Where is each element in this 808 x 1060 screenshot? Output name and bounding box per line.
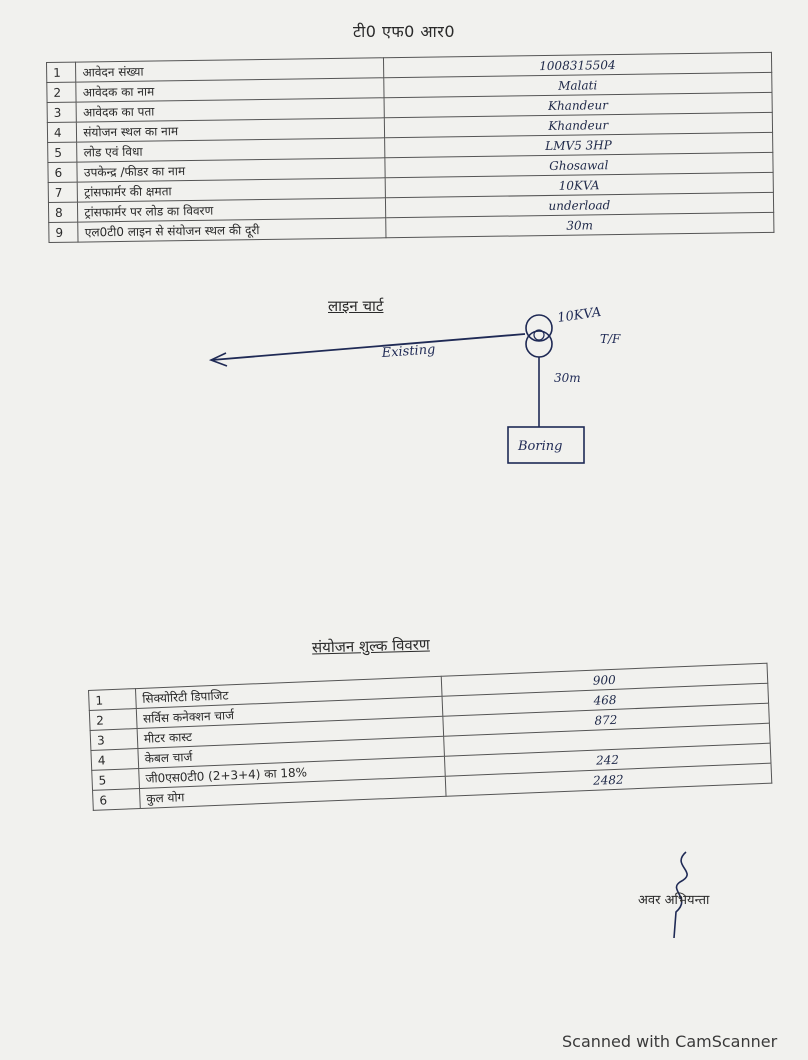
row-value: underload <box>385 192 774 217</box>
row-number: 3 <box>90 729 138 751</box>
document-title: टी0 एफ0 आर0 <box>353 22 455 41</box>
row-value: 1008315504 <box>383 52 772 77</box>
transformer-capacity-label: 10KVA <box>556 304 603 326</box>
transformer-icon <box>526 315 552 341</box>
transformer-sub-label: T/F <box>600 332 621 346</box>
row-value: Ghosawal <box>384 152 773 177</box>
row-label: सर्विस कनेक्शन चार्ज <box>136 696 442 728</box>
row-label: मीटर कास्ट <box>137 716 443 748</box>
row-label: जी0एस0टी0 (2+3+4) का 18% <box>139 756 445 788</box>
row-label: संयोजन स्थल का नाम <box>77 118 384 142</box>
row-number: 6 <box>93 789 141 811</box>
scanner-watermark: Scanned with CamScanner <box>562 1032 778 1051</box>
row-number: 9 <box>49 222 79 242</box>
row-value: Malati <box>383 72 772 97</box>
transformer-coil-icon <box>526 331 552 357</box>
row-label: एल0टी0 लाइन से संयोजन स्थल की दूरी <box>78 218 385 242</box>
row-value: 2482 <box>445 763 772 796</box>
row-value: 10KVA <box>385 172 774 197</box>
row-label: केबल चार्ज <box>138 736 444 768</box>
existing-label: Existing <box>381 342 436 361</box>
row-number: 4 <box>47 122 77 142</box>
line-chart-title: लाइन चार्ट <box>328 297 384 315</box>
row-value: 900 <box>441 663 768 696</box>
existing-line <box>212 334 525 360</box>
row-number: 2 <box>47 82 77 102</box>
row-number: 7 <box>48 182 78 202</box>
row-number: 3 <box>47 102 77 122</box>
row-value: LMV5 3HP <box>384 132 773 157</box>
row-number: 5 <box>48 142 78 162</box>
row-number: 1 <box>47 62 77 82</box>
distance-label: 30m <box>554 371 581 385</box>
signature-designation: अवर अभियन्ता <box>638 893 710 908</box>
row-label: उपकेन्द्र /फीडर का नाम <box>77 158 384 182</box>
row-label: आवेदक का पता <box>76 98 383 122</box>
row-label: कुल योग <box>139 776 445 808</box>
row-value: 872 <box>442 703 769 736</box>
boring-label: Boring <box>518 439 563 454</box>
row-value: 30m <box>385 212 774 237</box>
row-label: ट्रांसफार्मर पर लोड का विवरण <box>78 198 385 222</box>
row-value: Khandeur <box>384 92 773 117</box>
row-number: 6 <box>48 162 78 182</box>
row-number: 8 <box>48 202 78 222</box>
row-number: 5 <box>92 769 140 791</box>
row-number: 2 <box>89 709 137 731</box>
row-label: लोड एवं विधा <box>77 138 384 162</box>
row-label: ट्रांसफार्मर की क्षमता <box>78 178 385 202</box>
charges-title: संयोजन शुल्क विवरण <box>311 635 430 657</box>
row-number: 4 <box>91 749 139 771</box>
row-value: 242 <box>444 743 771 776</box>
row-value: 468 <box>442 683 769 716</box>
row-label: आवेदन संख्या <box>76 58 383 82</box>
row-label: सिक्योरिटी डिपाजिट <box>135 676 441 708</box>
row-value: Khandeur <box>384 112 773 137</box>
row-label: आवेदक का नाम <box>76 78 383 102</box>
row-number: 1 <box>89 689 137 711</box>
